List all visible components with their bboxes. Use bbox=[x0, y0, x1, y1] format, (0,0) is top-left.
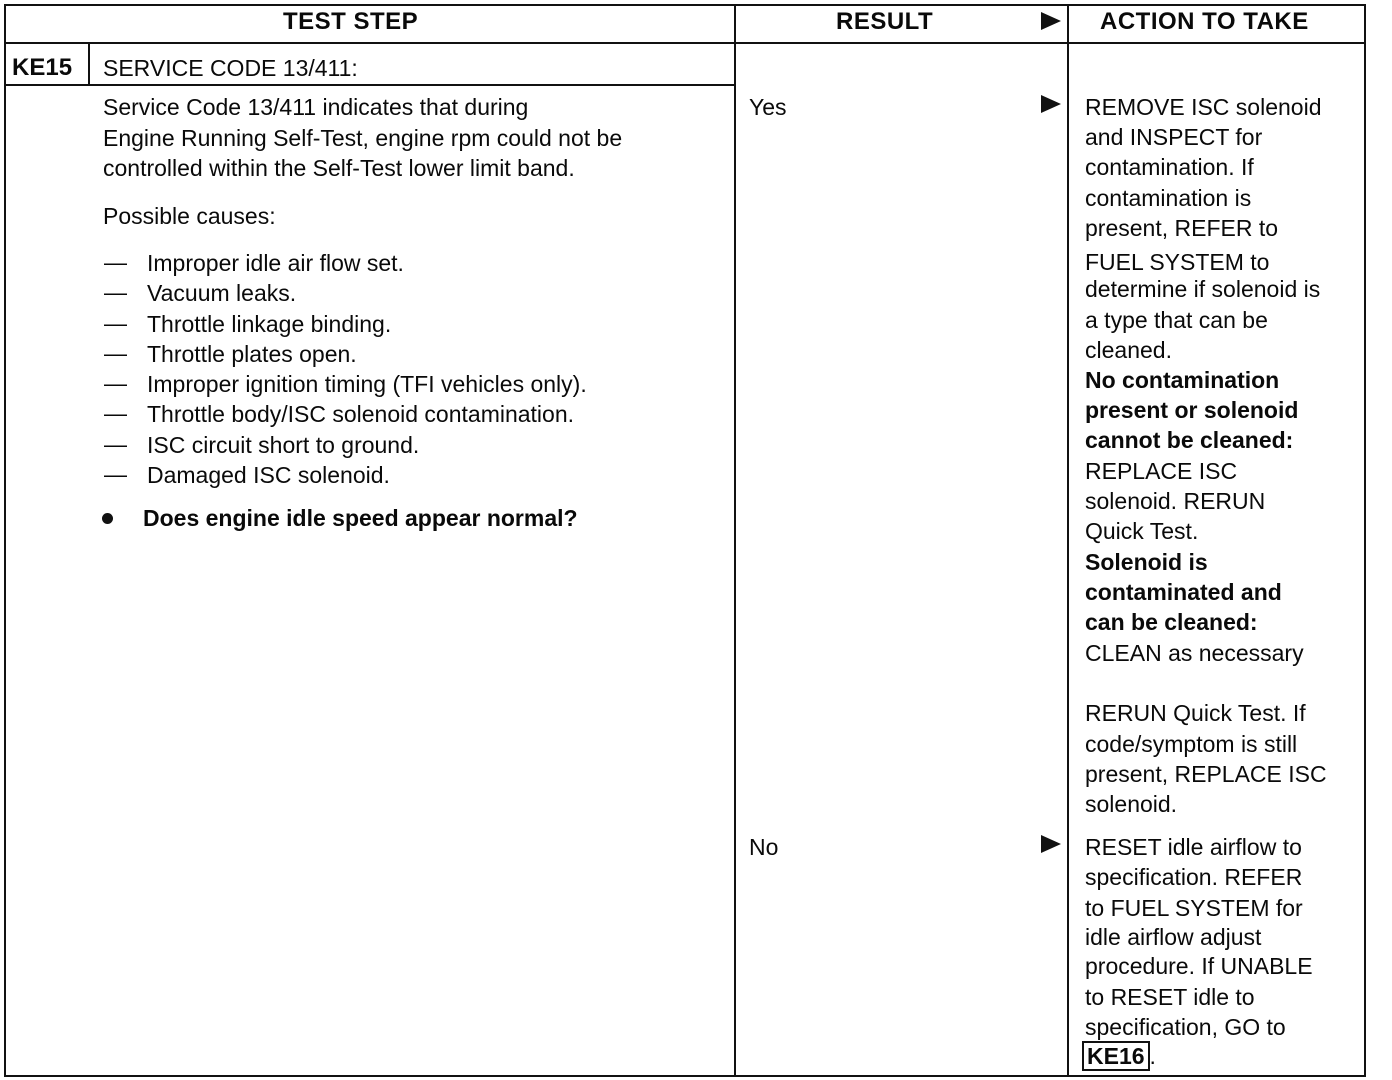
action-line: specification. REFER bbox=[1085, 864, 1303, 890]
contaminated-heading: contaminated and bbox=[1085, 579, 1282, 605]
question: Does engine idle speed appear normal? bbox=[143, 505, 578, 531]
list-item: Throttle plates open. bbox=[147, 341, 357, 367]
bullet-icon bbox=[102, 513, 113, 524]
header-arrow-icon bbox=[1041, 12, 1061, 30]
action-line: and INSPECT for bbox=[1085, 124, 1263, 150]
step-id-divider bbox=[88, 42, 90, 86]
no-contamination-heading: present or solenoid bbox=[1085, 397, 1299, 423]
dash-icon: — bbox=[104, 340, 127, 366]
list-item: Throttle body/ISC solenoid contamination. bbox=[147, 401, 575, 427]
action-line: RERUN Quick Test. If bbox=[1085, 700, 1306, 726]
contaminated-heading: Solenoid is bbox=[1085, 549, 1208, 575]
action-line: a type that can be bbox=[1085, 307, 1268, 333]
no-arrow-icon bbox=[1041, 835, 1061, 853]
dash-icon: — bbox=[104, 310, 127, 336]
action-line: code/symptom is still bbox=[1085, 731, 1298, 757]
action-line: contamination is bbox=[1085, 185, 1252, 211]
list-item: Vacuum leaks. bbox=[147, 280, 297, 306]
result-yes: Yes bbox=[749, 94, 787, 120]
action-line: determine if solenoid is bbox=[1085, 276, 1321, 302]
header-result: RESULT bbox=[836, 8, 934, 35]
action-line: procedure. If UNABLE bbox=[1085, 953, 1313, 979]
goto-suffix: . bbox=[1149, 1043, 1156, 1069]
action-line: FUEL SYSTEM to bbox=[1085, 249, 1270, 275]
list-item: Damaged ISC solenoid. bbox=[147, 462, 390, 488]
step-title: SERVICE CODE 13/411: bbox=[103, 55, 358, 81]
no-contamination-heading: No contamination bbox=[1085, 367, 1280, 393]
action-line: solenoid. RERUN bbox=[1085, 488, 1266, 514]
description-line: Engine Running Self-Test, engine rpm could not be bbox=[103, 125, 623, 151]
action-line: present, REFER to bbox=[1085, 215, 1279, 241]
step-id: KE15 bbox=[12, 54, 73, 81]
contaminated-heading: can be cleaned: bbox=[1085, 609, 1258, 635]
list-item: Improper ignition timing (TFI vehicles only). bbox=[147, 371, 587, 397]
header-test-step: TEST STEP bbox=[283, 8, 419, 35]
column-divider-action bbox=[1067, 4, 1069, 1077]
action-line: specification, GO to bbox=[1085, 1014, 1286, 1040]
yes-arrow-icon bbox=[1041, 95, 1061, 113]
dash-icon: — bbox=[104, 461, 127, 487]
action-line: CLEAN as necessary bbox=[1085, 640, 1304, 666]
description-line: Service Code 13/411 indicates that during bbox=[103, 94, 529, 120]
goto-reference[interactable] bbox=[1082, 1043, 1156, 1069]
column-divider-result bbox=[734, 4, 736, 1077]
action-line: REPLACE ISC bbox=[1085, 458, 1238, 484]
dash-icon: — bbox=[104, 400, 127, 426]
action-line: solenoid. bbox=[1085, 791, 1178, 817]
action-line: RESET idle airflow to bbox=[1085, 834, 1302, 860]
action-line: to RESET idle to bbox=[1085, 984, 1255, 1010]
action-line: idle airflow adjust bbox=[1085, 924, 1262, 950]
action-line: contamination. If bbox=[1085, 154, 1254, 180]
causes-heading: Possible causes: bbox=[103, 203, 276, 229]
dash-icon: — bbox=[104, 431, 127, 457]
list-item: ISC circuit short to ground. bbox=[147, 432, 420, 458]
list-item: Improper idle air flow set. bbox=[147, 250, 404, 276]
no-contamination-heading: cannot be cleaned: bbox=[1085, 427, 1294, 453]
description-line: controlled within the Self-Test lower limit band. bbox=[103, 155, 575, 181]
goto-step-link[interactable]: KE16 bbox=[1082, 1041, 1150, 1071]
dash-icon: — bbox=[104, 279, 127, 305]
list-item: Throttle linkage binding. bbox=[147, 311, 392, 337]
action-line: cleaned. bbox=[1085, 337, 1172, 363]
dash-icon: — bbox=[104, 370, 127, 396]
action-line: present, REPLACE ISC bbox=[1085, 761, 1327, 787]
header-rule bbox=[4, 42, 1366, 44]
action-line: Quick Test. bbox=[1085, 518, 1199, 544]
header-action: ACTION TO TAKE bbox=[1100, 8, 1309, 35]
step-title-rule bbox=[4, 84, 736, 86]
action-line: REMOVE ISC solenoid bbox=[1085, 94, 1322, 120]
result-no: No bbox=[749, 834, 779, 860]
dash-icon: — bbox=[104, 249, 127, 275]
action-line: to FUEL SYSTEM for bbox=[1085, 895, 1303, 921]
